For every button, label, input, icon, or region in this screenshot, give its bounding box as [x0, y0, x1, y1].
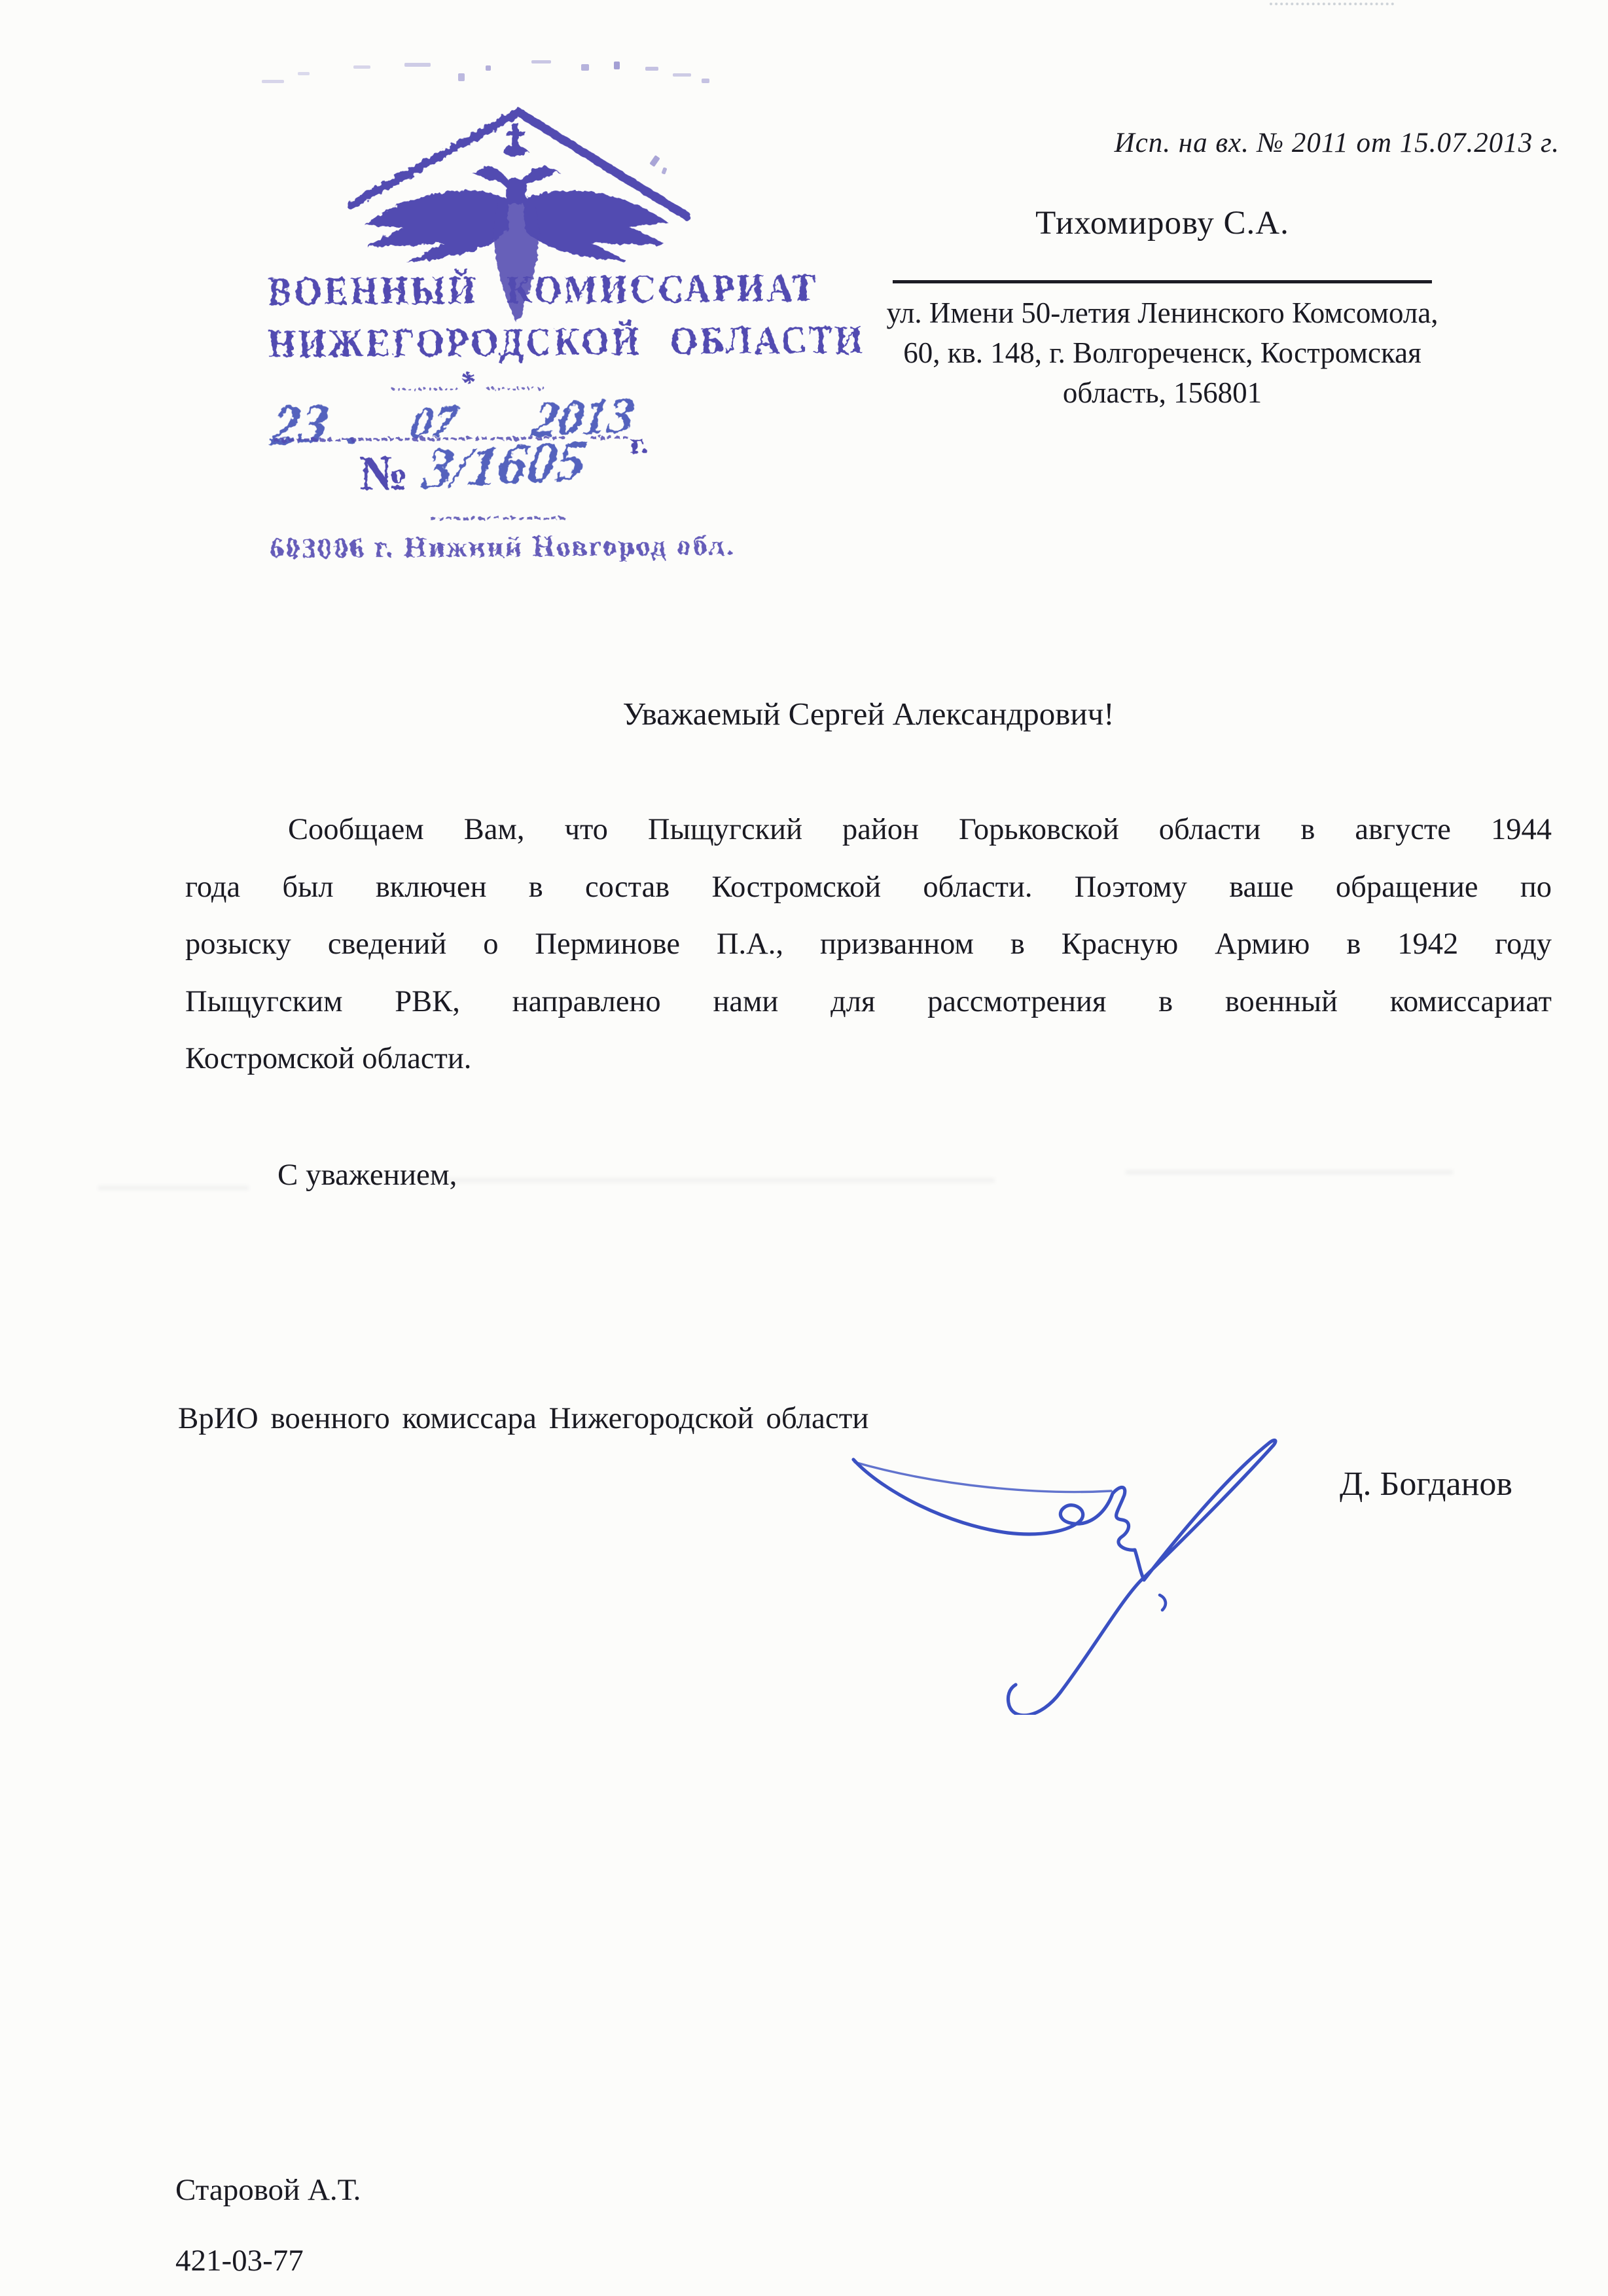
executor-name: Старовой А.Т. [175, 2173, 361, 2207]
reference-note: Исп. на вх. № 2011 от 15.07.2013 г. [1114, 128, 1560, 158]
letter-body [185, 801, 1552, 1088]
recipient-address-line3: область, 156801 [1062, 376, 1262, 409]
signature-ink [844, 1433, 1289, 1715]
recipient-block [838, 204, 1487, 409]
handwritten-month: 07 [406, 396, 460, 449]
handwritten-date-separator: . [345, 408, 363, 452]
recipient-address-line2: 60, кв. 148, г. Волгореченск, Костромская [903, 336, 1421, 369]
military-commissariat-stamp [266, 103, 865, 591]
stamp-year-suffix: г. [630, 426, 649, 460]
recipient-address-line1: ул. Имени 50-летия Ленинского Комсомола, [886, 296, 1438, 329]
stamp-rule-below-number [431, 516, 564, 520]
recipient-address [838, 293, 1487, 413]
signer-name: Д. Богданов [1340, 1465, 1512, 1503]
stamp-rule-above-date-right [487, 387, 545, 390]
recipient-name: Тихомирову С.А. [1035, 205, 1289, 242]
stamp-org-line1: ВОЕННЫЙ КОМИССАРИАТ [268, 265, 819, 314]
double-eagle-emblem-icon [332, 103, 694, 351]
executor-block [175, 2155, 361, 2296]
handwritten-day: 23 [267, 391, 334, 457]
stamp-address: 603006 г. Нижний Новгород обл. [269, 530, 736, 565]
scan-smudge [98, 1186, 249, 1190]
body-line: Костромской области. [185, 1042, 472, 1075]
body-line: Сообщаем Вам, что Пыщугский район Горьковской области в августе 1944 [288, 813, 1552, 846]
stamp-org-line2: НИЖЕГОРОДСКОЙ ОБЛАСТИ [268, 317, 865, 366]
body-line: розыску сведений о Перминове П.А., призванном в Красную Армию в 1942 году [185, 927, 1552, 961]
handwritten-number: 3/1605 [419, 428, 591, 502]
signer-title: ВрИО военного комиссара Нижегородской области [178, 1401, 869, 1435]
handwritten-year: 2013 [529, 387, 638, 448]
closing-phrase: С уважением, [277, 1158, 457, 1192]
body-line: Пыщугским РВК, направлено нами для рассмотрения в военный комиссариат [185, 984, 1552, 1018]
scan-smudge [1126, 1170, 1453, 1174]
stamp-number-sign: № [359, 446, 409, 501]
stamp-rule-above-date-left [392, 387, 457, 391]
stamp-asterisk: * [461, 366, 476, 399]
recipient-underline [893, 280, 1432, 283]
body-line: года был включен в состав Костромской области. Поэтому ваше обращение по [185, 870, 1552, 904]
executor-phone: 421-03-77 [175, 2244, 304, 2278]
salutation: Уважаемый Сергей Александрович! [622, 696, 1115, 732]
scan-smudge [419, 1178, 995, 1183]
stamp-rule-below-date-right [591, 436, 628, 439]
